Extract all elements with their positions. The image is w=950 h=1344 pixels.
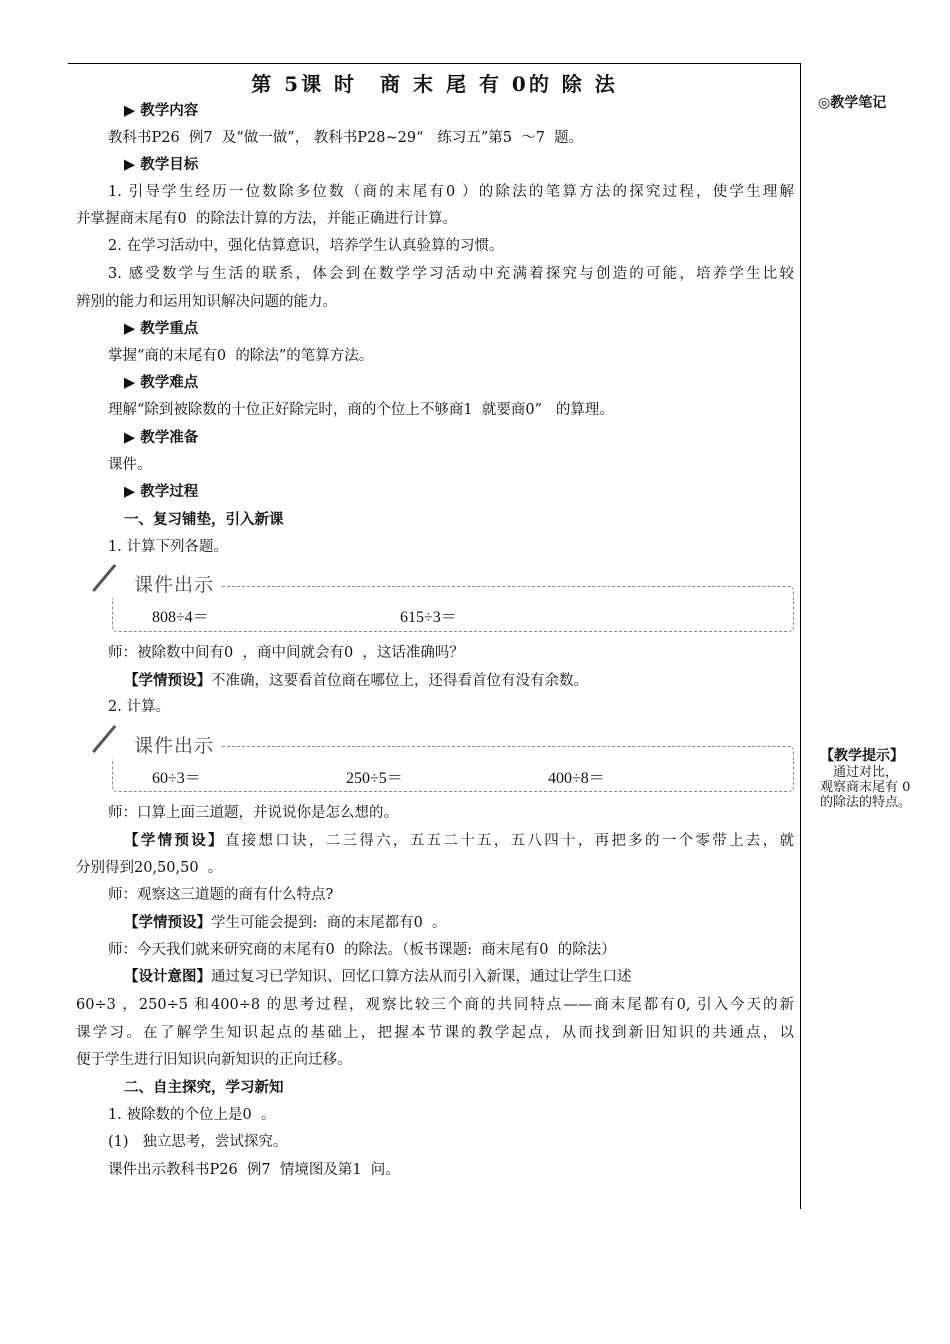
part2-heading: 二、自主探究，学习新知 xyxy=(124,1079,284,1096)
tip-heading: 【教学提示】 xyxy=(820,748,904,764)
design-line-1 xyxy=(124,967,632,987)
tip-line: 观察商末尾有 0 xyxy=(820,780,911,795)
part1-heading: 一、复习铺垫，引入新课 xyxy=(124,511,284,528)
page-title: 第 5课 时 商 末 尾 有 0的 除 法 xyxy=(251,72,618,96)
section-heading-key: ▶ 教学重点 xyxy=(124,320,199,337)
design-line-3: 课学习。在了解学生知识起点的基础上，把握本节课的教学起点，从而找到新旧知识的共通点，以 xyxy=(76,1025,794,1041)
expression: 808÷4＝ xyxy=(152,609,209,626)
tip-line: 通过对比， xyxy=(820,765,899,780)
goal-3-line-1: 3. 感受数学与生活的联系，体会到在数学学习活动中充满着探究与创造的可能，培养学生比较 xyxy=(108,266,794,282)
teacher-line-3: 师：观察这三道题的商有什么特点? xyxy=(108,887,334,903)
expression: 250÷5＝ xyxy=(346,770,403,787)
design-line-2: 60÷3 ，250÷5 和400÷8 的思考过程，观察比较三个商的共同特点——商末尾都有0, 引入今天的新 xyxy=(76,997,794,1013)
preset-1 xyxy=(124,671,588,691)
goal-1-line-1: 1. 引导学生经历一位数除多位数（商的末尾有0 ）的除法的笔算方法的探究过程，使学生理解 xyxy=(108,184,794,200)
difficulty-text: 理解“除到被除数的十位正好除完时，商的个位上不够商1 就要商0” 的算理。 xyxy=(108,402,614,418)
expression: 60÷3＝ xyxy=(152,770,201,787)
tab-slash-icon xyxy=(92,564,116,592)
goal-1-line-2: 并掌握商末尾有0 的除法计算的方法，并能正确进行计算。 xyxy=(76,211,457,227)
preset-2-line-2: 分别得到20,50,50 。 xyxy=(76,860,223,876)
top-rule xyxy=(68,63,801,64)
preset-tag: 【学情预设】 xyxy=(124,914,211,931)
preset-2-text: 直接想口诀，二三得六，五五二十五，五八四十，再把多的一个零带上去，就 xyxy=(224,833,795,849)
courseware-tab xyxy=(112,729,220,759)
part2-item-text: 课件出示教科书P26 例7 情境图及第1 问。 xyxy=(108,1162,400,1178)
preset-tag: 【学情预设】 xyxy=(124,672,211,689)
expression: 400÷8＝ xyxy=(548,770,605,787)
notes-label: ◎教学笔记 xyxy=(818,95,887,111)
design-text-1: 通过复习已学知识、回忆口算方法从而引入新课，通过让学生口述 xyxy=(211,969,632,985)
question-2: 2. 计算。 xyxy=(108,699,170,715)
courseware-tab xyxy=(112,568,220,598)
part2-item-1: 1. 被除数的个位上是0 。 xyxy=(108,1107,276,1123)
content-text: 教科书P26 例7 及“做一做”， 教科书P28~29“ 练习五”第5 ～7 题。 xyxy=(108,130,584,146)
tip-line: 的除法的特点。 xyxy=(820,795,912,810)
preset-1-text: 不准确，这要看首位商在哪位上，还得看首位有没有余数。 xyxy=(211,673,588,689)
courseware-label: 课件出示 xyxy=(134,574,215,596)
section-heading-goals: ▶ 教学目标 xyxy=(124,156,199,173)
key-text: 掌握“商的末尾有0 的除法”的笔算方法。 xyxy=(108,348,374,364)
teacher-line-2: 师：口算上面三道题，并说说你是怎么想的。 xyxy=(108,805,398,821)
section-heading-content: ▶ 教学内容 xyxy=(124,102,199,119)
design-line-4: 便于学生进行旧知识向新知识的正向迁移。 xyxy=(76,1052,352,1068)
preset-tag: 【学情预设】 xyxy=(124,832,225,849)
question-1: 1. 计算下列各题。 xyxy=(108,539,228,555)
teacher-line-4: 师：今天我们就来研究商的末尾有0 的除法。（板书课题: 商末尾有0 的除法） xyxy=(108,942,616,958)
preset-2-line-1 xyxy=(124,831,794,851)
margin-divider xyxy=(800,63,801,1209)
prep-text: 课件。 xyxy=(108,457,152,473)
design-tag: 【设计意图】 xyxy=(124,968,211,985)
expression: 615÷3＝ xyxy=(400,609,457,626)
goal-2: 2. 在学习活动中，强化估算意识，培养学生认真验算的习惯。 xyxy=(108,238,504,254)
section-heading-process: ▶ 教学过程 xyxy=(124,483,199,500)
courseware-label: 课件出示 xyxy=(134,735,215,757)
teacher-line-1: 师：被除数中间有0 ，商中间就会有0 ，这话准确吗？ xyxy=(108,645,464,661)
section-heading-difficulty: ▶ 教学难点 xyxy=(124,374,199,391)
preset-3-text: 学生可能会提到: 商的末尾都有0 。 xyxy=(211,915,447,931)
tab-slash-icon xyxy=(92,725,116,753)
preset-3 xyxy=(124,913,447,933)
goal-3-line-2: 辨别的能力和运用知识解决问题的能力。 xyxy=(76,294,337,310)
section-heading-prep: ▶ 教学准备 xyxy=(124,429,199,446)
part2-item-1-1: (1) 独立思考，尝试探究。 xyxy=(108,1134,288,1150)
